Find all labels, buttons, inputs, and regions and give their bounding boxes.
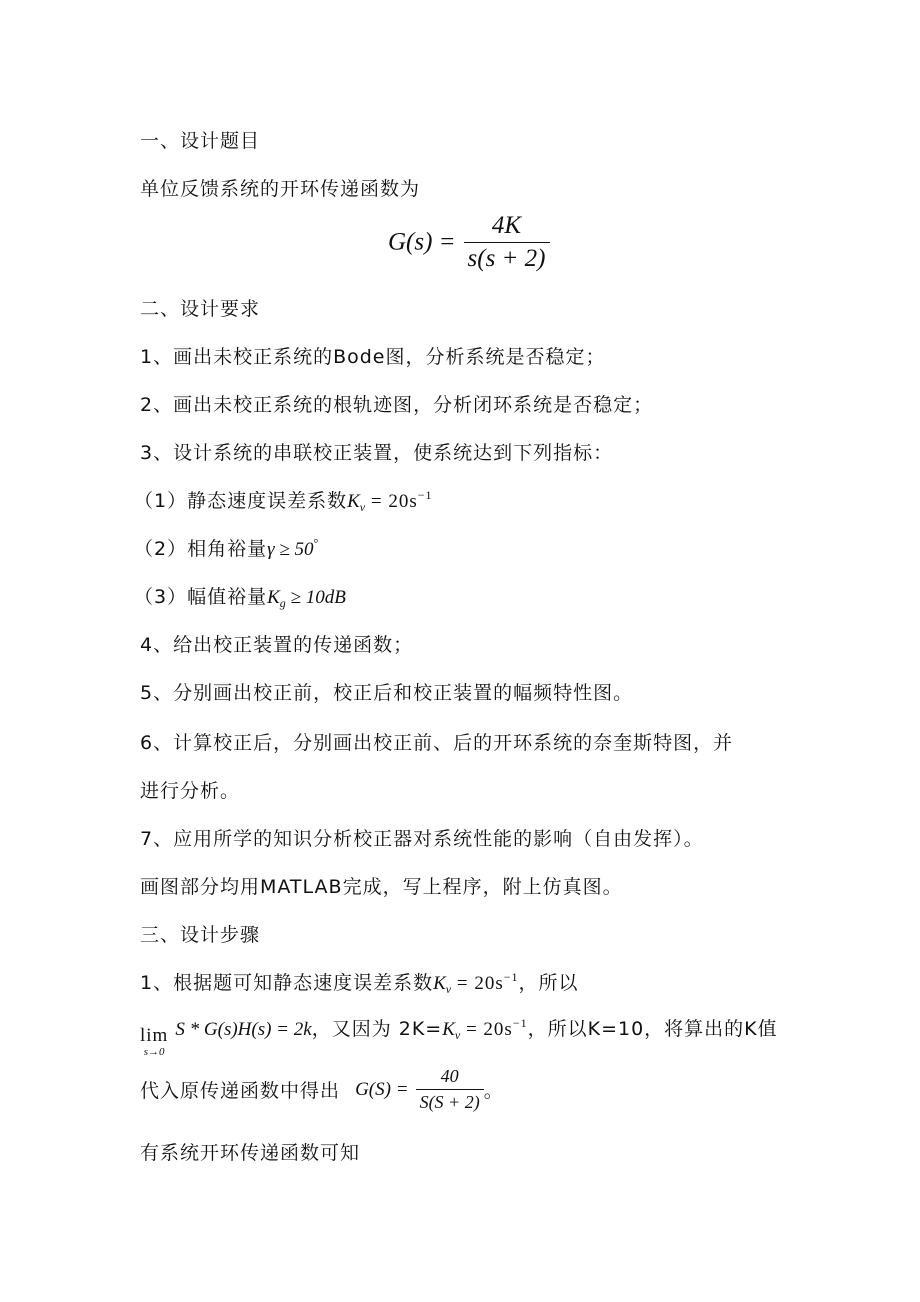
- kv-symbol-step: K: [433, 973, 446, 994]
- section-title-design-topic: 一、设计题目: [140, 130, 261, 152]
- step-1-line-3-text: 代入原传递函数中得出: [140, 1080, 341, 1102]
- kv-equation: = 20s: [365, 491, 418, 512]
- kv-superscript-step: −1: [503, 970, 519, 984]
- kg-symbol: K: [267, 587, 280, 608]
- g-of-s-denominator: S(S + 2): [416, 1089, 484, 1113]
- step-1-line-3-tail: 。: [483, 1080, 504, 1102]
- kg-equation: ≥ 10dB: [285, 587, 346, 608]
- requirement-4: 4、给出校正装置的传递函数；: [140, 634, 414, 656]
- requirement-2: 2、画出未校正系统的根轨迹图，分析闭环系统是否稳定；: [140, 394, 654, 416]
- limit-expression: S * G(s)H(s) = 2k: [175, 1019, 312, 1040]
- step-1-line-3: [140, 1066, 504, 1113]
- indicator-2: [134, 534, 319, 561]
- kv-symbol-step-2: K: [442, 1019, 455, 1040]
- indicator-1-text: （1）静态速度误差系数: [134, 490, 348, 512]
- kv-equation-step-2: = 20s: [460, 1019, 513, 1040]
- g-of-s-numerator: 40: [440, 1066, 459, 1086]
- requirement-6-line-1: 6、计算校正后，分别画出校正前、后的开环系统的奈奎斯特图，并: [140, 732, 734, 754]
- step-1-line-4: 有系统开环传递函数可知: [140, 1142, 361, 1164]
- limit-word: lim: [140, 1025, 169, 1046]
- gamma-expression: γ ≥ 50: [267, 539, 314, 560]
- kv-superscript-step-2: −1: [512, 1016, 528, 1030]
- indicator-3: [134, 582, 346, 611]
- gamma-degree: °: [313, 536, 320, 550]
- step-1-tail: ，所以: [518, 972, 579, 994]
- kv-subscript: v: [359, 500, 366, 514]
- formula-numerator: 4K: [491, 212, 522, 239]
- step-1-mid: ，又因为 2K=: [311, 1018, 443, 1040]
- step-1-line-2: [140, 1014, 778, 1058]
- indicator-1: [134, 486, 433, 515]
- main-transfer-function: [388, 212, 550, 273]
- formula-denominator: s(s + 2): [464, 242, 550, 273]
- requirement-6-line-2: 进行分析。: [140, 780, 241, 802]
- limit-under: s→0: [143, 1046, 165, 1058]
- indicator-3-text: （3）幅值裕量: [134, 586, 268, 608]
- formula-fraction: [464, 212, 550, 273]
- kv-superscript: −1: [417, 488, 433, 502]
- intro-text: 单位反馈系统的开环传递函数为: [140, 178, 421, 200]
- kv-subscript-step-2: v: [454, 1028, 461, 1042]
- step-1-text: 1、根据题可知静态速度误差系数: [140, 972, 434, 994]
- requirement-7: 7、应用所学的知识分析校正器对系统性能的影响（自由发挥）。: [140, 828, 704, 850]
- indicator-2-text: （2）相角裕量: [134, 538, 268, 560]
- kv-symbol: K: [347, 491, 360, 512]
- section-title-steps: 三、设计步骤: [140, 924, 261, 946]
- step-1-line-1: [140, 968, 579, 997]
- requirement-3: 3、设计系统的串联校正装置，使系统达到下列指标：: [140, 442, 614, 464]
- requirement-1: 1、画出未校正系统的Bode图，分析系统是否稳定；: [140, 346, 606, 368]
- formula-lhs: G(s) =: [388, 228, 456, 256]
- section-title-requirements: 二、设计要求: [140, 298, 261, 320]
- step-1-line-2-tail: ，所以K=10，将算出的K值: [527, 1018, 778, 1040]
- g-of-s-fraction: [416, 1066, 484, 1113]
- drawing-note: 画图部分均用MATLAB完成，写上程序，附上仿真图。: [140, 876, 623, 898]
- kv-subscript-step: v: [445, 982, 452, 996]
- kg-subscript: g: [279, 596, 286, 610]
- kv-equation-step: = 20s: [451, 973, 504, 994]
- g-of-s-lhs: G(S) =: [355, 1078, 409, 1100]
- limit-operator: [140, 1026, 168, 1058]
- requirement-5: 5、分别画出校正前，校正后和校正装置的幅频特性图。: [140, 682, 634, 704]
